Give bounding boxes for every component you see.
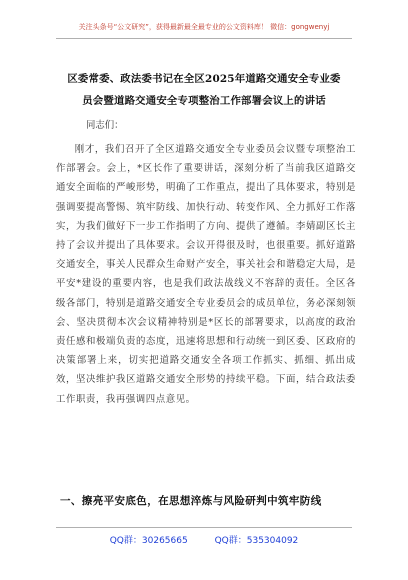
document-title (56, 68, 352, 112)
title-line-2: 员会暨道路交通安全专项整治工作部署会议上的讲话 (82, 95, 326, 107)
header-divider (56, 38, 352, 39)
section-heading-1: 一、擦亮平安底色，在思想淬炼与风险研判中筑牢防线 (60, 495, 322, 507)
footer-contacts (0, 533, 408, 546)
footer-qq-group-2: QQ群：535304092 (214, 536, 299, 546)
salutation: 同志们： (86, 120, 124, 131)
header-promo-note: 关注头条号“公文研究”，获得最新最全最专业的公文资料库！ 微信：gongwenyj (78, 23, 330, 31)
footer-qq-group-1: QQ群：30265665 (109, 536, 188, 546)
title-line-1: 区委常委、政法委书记在全区2025年道路交通安全专业委 (67, 73, 341, 85)
footer-divider (56, 527, 352, 528)
body-paragraph: 刚才，我们召开了全区道路交通安全专业委员会议暨专项整治工作部署会。会上，*区长作了重要讲话，深刻分析了当前我区道路交通安全面临的严峻形势，明确了工作重点，提出了具体要求，特别是强调要提高警惕、筑牢防线、加快行动、转变作风、全力抓好工作落实，为我们做好下一步工作指明了方向、提供了遵循。李婧副区长主持了会议并提出了具体要求。会议开得很及时，也很重要。抓好道路交通安全，事关人民群众生命财产安全，事关社会和谐稳定大局，是平安*建设的重要内容，也是我们政法战线义不容辞的责任。全区各级各部门，特别是道路交通安全专业委员会的成员单位，务必深刻领会、坚决贯彻本次会议精神特别是*区长的部署要求，以高度的政治责任感和极端负责的态度，迅速将思想和行动统一到区委、区政府的决策部署上来，切实把道路交通安全各项工作抓实、抓细、抓出成效，坚决维护我区道路交通安全形势的持续平稳。下面，结合政法委工作职责，我再强调四点意见。 (56, 144, 356, 405)
